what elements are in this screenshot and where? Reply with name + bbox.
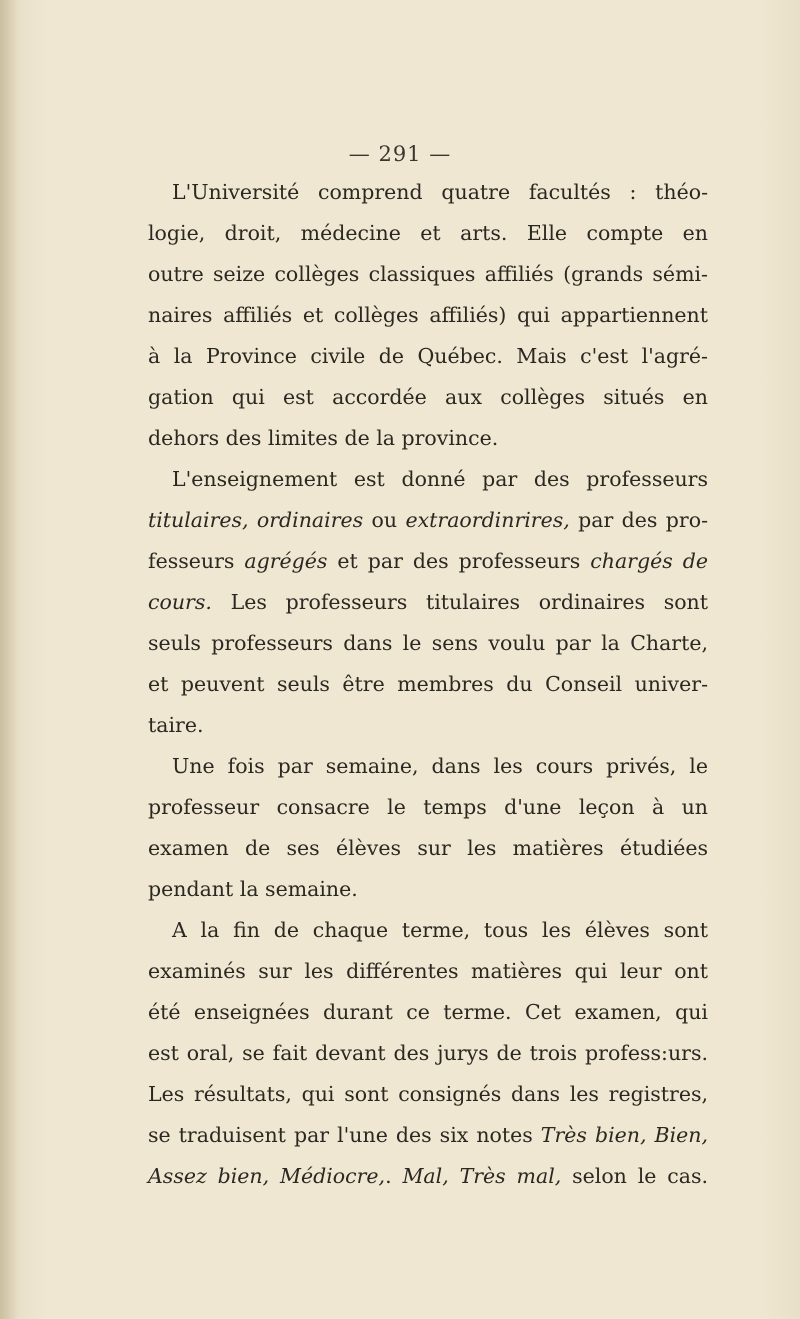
italic-term: titulaires, ordinaires — [148, 508, 364, 532]
text-line: examinés sur les différentes matières qui leur ont — [148, 959, 708, 983]
text-line — [148, 1115, 708, 1156]
italic-term: agrégés — [244, 549, 328, 573]
text-line: A la fin de chaque terme, tous les élèves sont — [172, 918, 708, 942]
text-line — [148, 582, 708, 623]
paragraph-3 — [148, 746, 708, 910]
text-line: examen de ses élèves sur les matières étudiées — [148, 836, 708, 860]
text-line: est oral, se fait devant des jurys de trois profess:urs. — [148, 1041, 708, 1065]
text-line: outre seize collèges classiques affiliés (grands sémi- — [148, 262, 708, 286]
text-line: professeur consacre le temps d'une leçon à un — [148, 795, 708, 819]
text-span: selon le cas. — [561, 1164, 708, 1188]
italic-term: Mal, Très mal, — [402, 1164, 562, 1188]
text-span: . — [385, 1164, 403, 1188]
text-line: L'Université comprend quatre facultés : théo- — [172, 180, 708, 204]
text-span: Les professeurs titulaires ordinaires sont — [211, 590, 708, 614]
text-line — [148, 1156, 708, 1197]
paragraph-2 — [148, 459, 708, 746]
body-text — [148, 172, 708, 1197]
text-span: par des pro- — [569, 508, 709, 532]
text-line: seuls professeurs dans le sens voulu par la Charte, — [148, 631, 708, 655]
paragraph-1 — [148, 172, 708, 459]
text-line: dehors des limites de la province. — [148, 426, 499, 450]
paragraph-4 — [148, 910, 708, 1197]
italic-term: Très bien, Bien, — [540, 1123, 708, 1147]
page-gutter-shadow — [0, 0, 18, 1319]
italic-term: Assez bien, Médiocre, — [148, 1164, 386, 1188]
text-span: fesseurs — [148, 549, 245, 573]
italic-term: cours. — [148, 590, 212, 614]
italic-term: chargés de — [590, 549, 708, 573]
text-line — [148, 541, 708, 582]
italic-term: extraordinrires, — [405, 508, 570, 532]
text-line: et peuvent seuls être membres du Conseil univer- — [148, 672, 708, 696]
text-span: et par des professeurs — [327, 549, 591, 573]
text-line: taire. — [148, 713, 204, 737]
page-number: — 291 — — [348, 142, 452, 166]
text-line — [148, 500, 708, 541]
text-line: à la Province civile de Québec. Mais c'est l'agré- — [148, 344, 708, 368]
text-span: ou — [363, 508, 406, 532]
text-line: pendant la semaine. — [148, 877, 358, 901]
text-span: se traduisent par l'une des six notes — [148, 1123, 541, 1147]
text-line: logie, droit, médecine et arts. Elle compte en — [148, 221, 708, 245]
text-line: gation qui est accordée aux collèges situés en — [148, 385, 708, 409]
text-line: été enseignées durant ce terme. Cet examen, qui — [148, 1000, 708, 1024]
text-line: Une fois par semaine, dans les cours privés, le — [172, 754, 708, 778]
text-line: naires affiliés et collèges affiliés) qui appartiennent — [148, 303, 708, 327]
text-line: L'enseignement est donné par des professeurs — [172, 467, 708, 491]
text-line: Les résultats, qui sont consignés dans les registres, — [148, 1082, 708, 1106]
